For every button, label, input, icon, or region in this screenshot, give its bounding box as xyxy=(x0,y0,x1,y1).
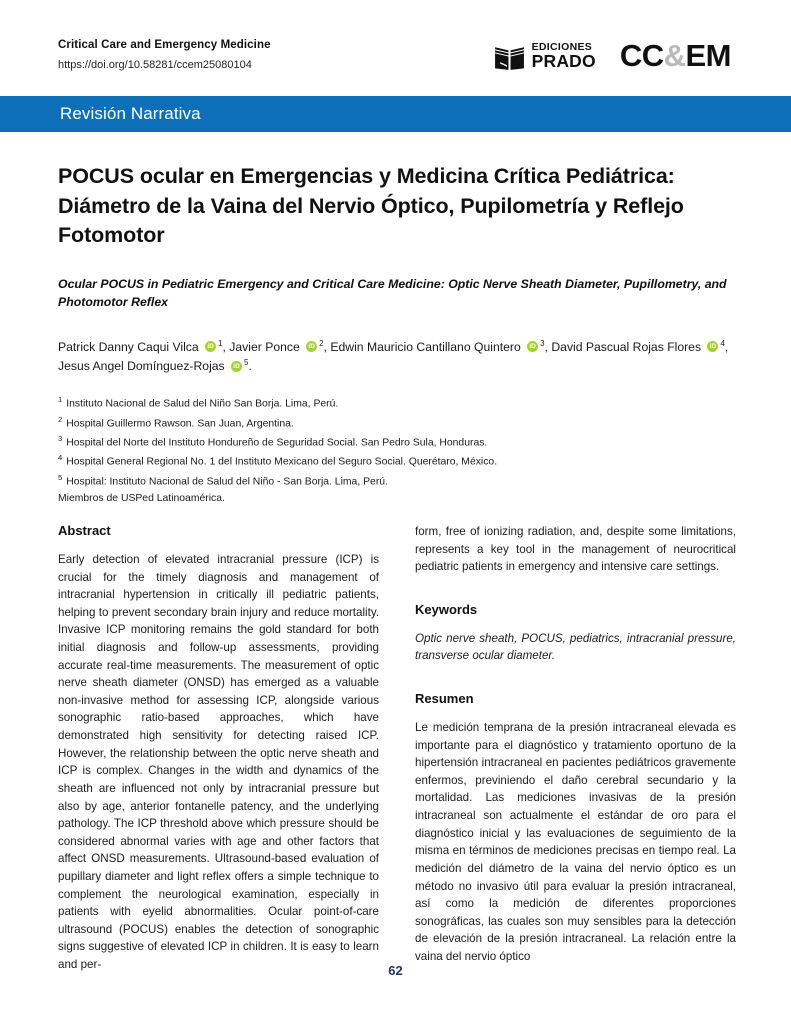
affiliation-text: Hospital Guillermo Rawson. San Juan, Argentina. xyxy=(66,418,294,430)
author-affiliation-marker: 2 xyxy=(319,338,324,348)
header-logos xyxy=(493,36,733,74)
doi-link[interactable]: https://doi.org/10.58281/ccem25080104 xyxy=(58,58,252,71)
orcid-icon[interactable] xyxy=(306,341,317,352)
header-journal-info xyxy=(58,36,271,72)
resumen-text: Le medición temprana de la presión intracraneal elevada es importante para el diagnóstico y tratamiento oportuno de la hipertensión intracraneal en pacientes pediátricos gravemente enfermos, previniendo el daño cerebral secundario y la mortalidad. Las mediciones invasivas de la presión intracraneal son actualmente el estándar de oro para el diagnóstico inicial y las evaluaciones de seguimiento de la misma en términos de mediciones precisas en tiempo real. La medición del diámetro de la vaina del nervio óptico es un método no invasivo útil para evaluar la presión intracraneal, así como la medición de diferentes proporciones sonográficas, las cuales son muy sensibles para la detección de elevación de la presión intracraneal. La relación entre la vaina del nervio óptico xyxy=(415,721,736,963)
publisher-line-1: EDICIONES xyxy=(531,40,593,53)
affiliation-item xyxy=(58,394,733,413)
abstract-heading: Abstract xyxy=(58,523,111,538)
affiliation-item xyxy=(58,433,733,452)
ccem-part-2: EM xyxy=(685,38,731,73)
affiliation-text: Hospital: Instituto Nacional de Salud del Niño - San Borja. Lima, Perú. xyxy=(66,476,388,487)
affiliation-item xyxy=(58,452,733,471)
orcid-icon[interactable] xyxy=(527,341,538,352)
abstract-text-part-2: form, free of ionizing radiation, and, despite some limitations, represents a key tool in the management of neurocritical pediatric patients in emergency and intensive care settings. xyxy=(415,525,736,574)
affiliation-item xyxy=(58,414,733,433)
abstract-text-part-1: Early detection of elevated intracranial pressure (ICP) is crucial for the timely diagnosis and management of intracranial hypertension in critically ill pediatric patients, helping to prevent secondary brain injury and reduce mortality. Invasive ICP monitoring remains the gold standard for both initial diagnosis and follow-up assessments, providing accurate real-time measurements. The measurement of optic nerve sheath diameter (ONSD) has emerged as a valuable non-invasive method for assessing ICP, alongside various sonographic ratio-based approaches, which have demonstrated high sensitivity for detecting raised ICP. However, the relationship between the optic nerve sheath and ICP is complex. Changes in the width and dynamics of the sheath are influenced not only by intracranial pressure but also by age, anterior fontanelle patency, and the underlying pathology. The ICP threshold above which pressure should be considered abnormal varies with age and other factors that affect ONSD measurements. Ultrasound-based evaluation of pupillary diameter and light reflex offers a simple technique to complement the neurological examination, especially in patients with eyelid abnormalities. Ocular point-of-care ultrasound (POCUS) enables the detection of sonographic signs suggestive of elevated ICP in children. It is easy to learn and per- xyxy=(58,553,379,972)
affiliation-number: 2 xyxy=(58,414,63,424)
open-book-icon xyxy=(493,40,526,73)
affiliation-item xyxy=(58,472,733,491)
affiliation-text: Hospital del Norte del Instituto Hondureño de Seguridad Social. San Pedro Sula, Honduras. xyxy=(66,437,488,449)
affiliation-text: Hospital General Regional No. 1 del Instituto Mexicano del Seguro Social. Querétaro, México. xyxy=(66,456,498,468)
ccem-ampersand: & xyxy=(663,38,686,73)
author-name: David Pascual Rojas Flores xyxy=(551,339,705,354)
author-affiliation-marker: 1 xyxy=(218,338,223,348)
author-name: Jesus Angel Domínguez-Rojas xyxy=(58,359,229,374)
orcid-icon[interactable] xyxy=(707,341,718,352)
affiliation-number: 1 xyxy=(58,395,63,405)
ediciones-prado-wordmark xyxy=(532,42,596,71)
author-affiliation-marker: 4 xyxy=(720,338,725,348)
author-affiliation-marker: 5 xyxy=(244,358,249,368)
keywords-heading: Keywords xyxy=(415,601,478,617)
resumen-heading: Resumen xyxy=(415,691,474,707)
ediciones-prado-logo xyxy=(493,40,596,73)
page-title: POCUS ocular en Emergencias y Medicina Crítica Pediátrica: Diámetro de la Vaina del Nervio Óptico, Pupilometría y Reflejo Fotomotor xyxy=(58,164,684,248)
affiliation-note: Miembros de USPed Latinoamérica. xyxy=(58,492,225,504)
journal-name: Critical Care and Emergency Medicine xyxy=(58,39,271,51)
column-left xyxy=(58,523,379,974)
affiliation-text: Instituto Nacional de Salud del Niño San Borja. Lima, Perú. xyxy=(66,398,339,410)
author-affiliation-marker: 3 xyxy=(540,338,545,348)
author-name: Edwin Mauricio Cantillano Quintero xyxy=(330,339,525,354)
affiliation-list xyxy=(0,394,791,507)
author-name: Patrick Danny Caqui Vilca xyxy=(58,339,203,354)
ccem-logo xyxy=(620,38,731,74)
author-separator: . xyxy=(248,359,252,374)
title-block xyxy=(0,162,791,312)
author-name: Javier Ponce xyxy=(229,339,304,354)
article-type-label: Revisión Narrativa xyxy=(60,104,201,123)
author-separator: , xyxy=(323,339,331,354)
article-type-banner xyxy=(0,96,791,132)
ccem-part-1: CC xyxy=(619,38,664,73)
affiliation-number: 3 xyxy=(58,433,63,443)
affiliation-number: 4 xyxy=(58,453,63,463)
abstract-columns xyxy=(58,523,736,974)
page-subtitle-english: Ocular POCUS in Pediatric Emergency and Critical Care Medicine: Optic Nerve Sheath Diameter, Pupillometry, and Photomotor Reflex xyxy=(58,276,727,309)
author-separator: , xyxy=(724,339,729,354)
page-number: 62 xyxy=(388,963,403,978)
page-header xyxy=(0,0,791,96)
author-separator: , xyxy=(222,339,230,354)
affiliation-number: 5 xyxy=(58,472,63,482)
author-separator: , xyxy=(544,339,552,354)
publisher-line-2: PRADO xyxy=(531,51,596,71)
keywords-text: Optic nerve sheath, POCUS, pediatrics, intracranial pressure, transverse ocular diameter. xyxy=(415,631,736,663)
orcid-icon[interactable] xyxy=(205,341,216,352)
orcid-icon[interactable] xyxy=(231,361,242,372)
column-right xyxy=(415,523,736,974)
author-list xyxy=(0,338,791,378)
